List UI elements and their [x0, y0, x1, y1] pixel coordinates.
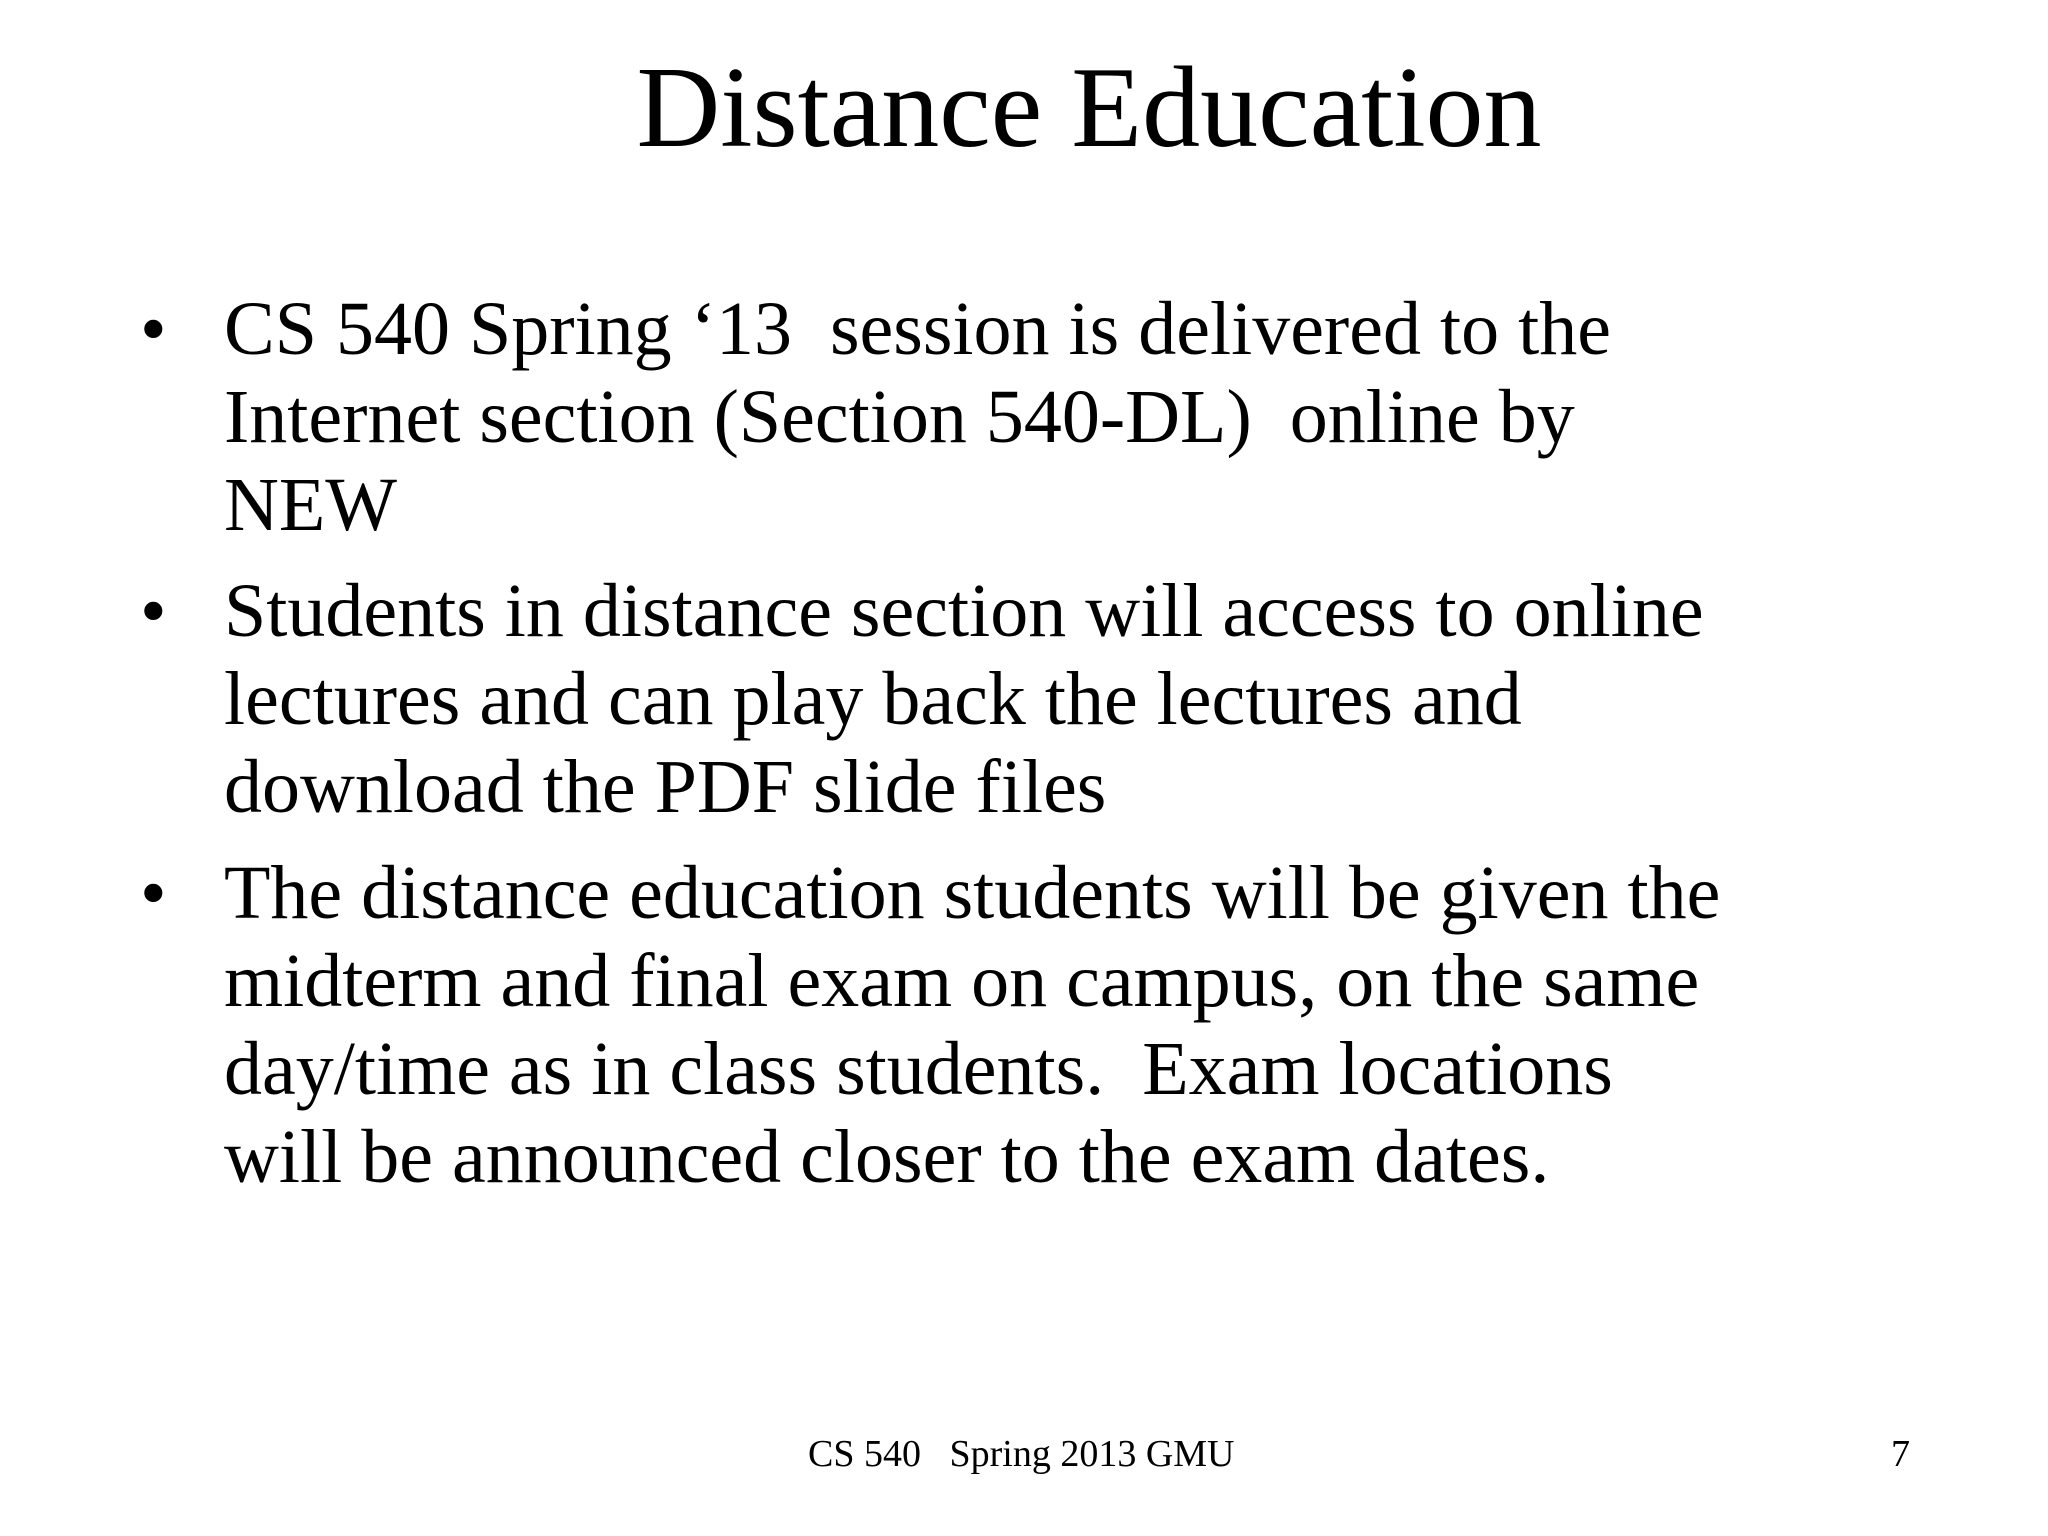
bullet-line: download the PDF slide files	[224, 745, 1107, 829]
bullet-line: lectures and can play back the lectures and	[224, 657, 1522, 741]
bullet-line: NEW	[224, 463, 398, 547]
slide-page-number: 7	[1891, 1433, 1910, 1475]
bullet-item	[140, 285, 2000, 549]
bullet-item	[140, 567, 2000, 831]
bullet-line: The distance education students will be given the	[224, 851, 1721, 935]
slide-title: Distance Education	[636, 44, 1542, 172]
bullet-marker: •	[140, 569, 167, 653]
footer-course-label: CS 540 Spring 2013 GMU	[808, 1433, 1235, 1475]
bullet-marker: •	[140, 851, 167, 935]
bullet-line: CS 540 Spring ‘13 session is delivered to the	[224, 287, 1611, 371]
bullet-line: day/time as in class students. Exam locations	[224, 1027, 1613, 1111]
bullet-line: will be announced closer to the exam dates.	[224, 1115, 1550, 1199]
bullet-list	[140, 285, 2000, 1219]
bullet-line: midterm and final exam on campus, on the same	[224, 939, 1700, 1023]
bullet-line: Internet section (Section 540-DL) online by	[224, 375, 1575, 459]
bullet-line: Students in distance section will access to online	[224, 569, 1704, 653]
bullet-item	[140, 849, 2000, 1201]
bullet-marker: •	[140, 287, 167, 371]
